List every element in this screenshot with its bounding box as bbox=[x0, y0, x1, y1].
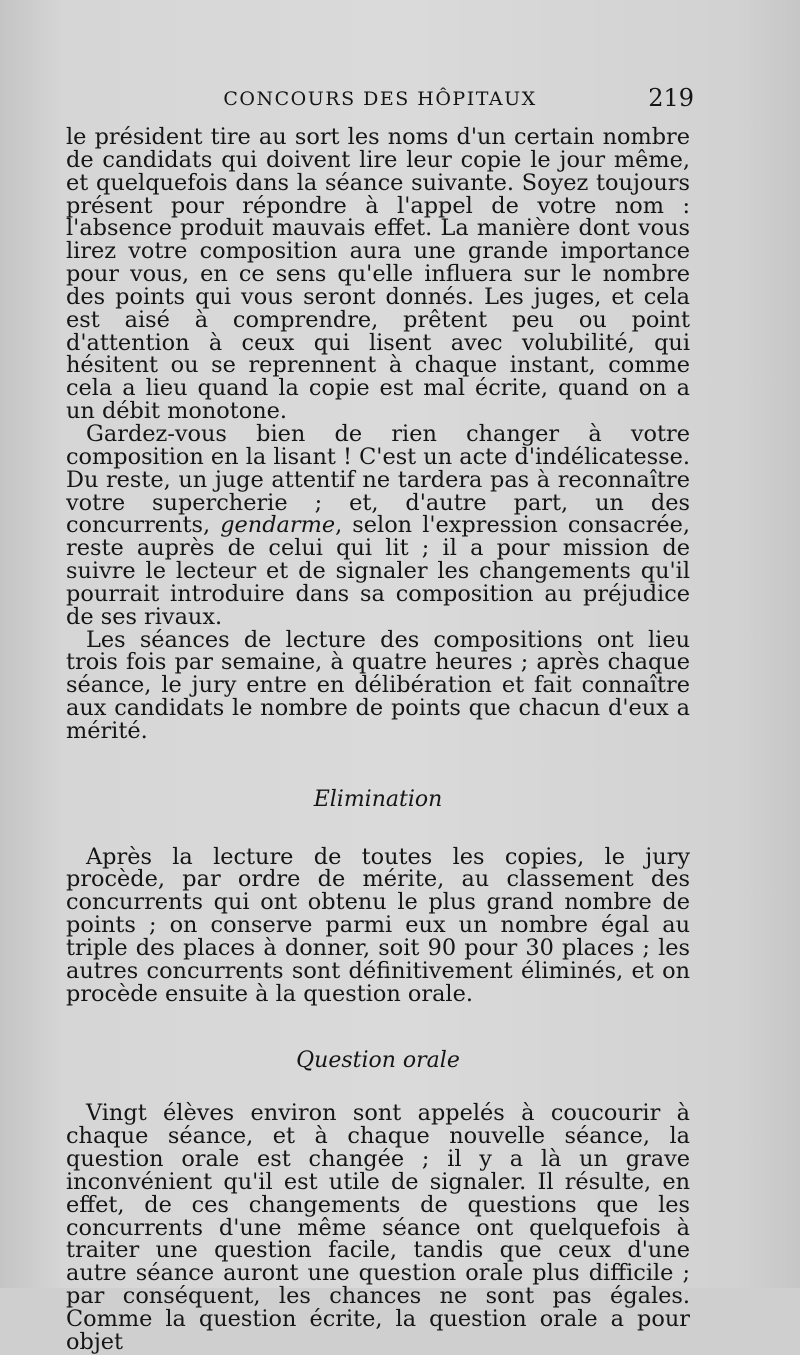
paragraph-2-text-a: Gardez-vous bien de rien changer à votre composition en la lisant ! C'est un acte d'indélicatesse. Du reste, un juge attentif ne tardera pas à reconnaître votre supercherie ; et, d'autre part, un des concurrents, bbox=[66, 420, 690, 539]
paragraph-2 bbox=[66, 420, 690, 630]
paragraph-2-italic: gendarme bbox=[220, 512, 336, 539]
running-head: CONCOURS DES HÔPITAUX bbox=[223, 88, 537, 110]
paragraph-2-text-b: , selon l'expression consacrée, reste auprès de celui qui lit ; il a pour mission de suivre le lecteur et de signaler les changements qu'il pourrait introduire dans sa composition au préjudice de ses rivaux. bbox=[66, 512, 690, 630]
page-header bbox=[66, 84, 694, 114]
paragraph-5: Vingt élèves environ sont appelés à coucourir à chaque séance, et à chaque nouvelle séance, la question orale est changée ; il y a là un grave inconvénient qu'il est utile de signaler. Il résulte, en effet, de ces changements de questions que les concurrents d'une même séance ont quelquefois à traiter une question facile, tandis que ceux d'une autre séance auront une question orale plus difficile ; par conséquent, les chances ne sont pas égales. Comme la question écrite, la question orale a pour objet bbox=[66, 1100, 690, 1355]
paragraph-4: Après la lecture de toutes les copies, le jury procède, par ordre de mérite, au classement des concurrents qui ont obtenu le plus grand nombre de points ; on conserve parmi eux un nombre égal au triple des places à donner, soit 90 pour 30 places ; les autres concurrents sont définitivement éliminés, et on procède ensuite à la question orale. bbox=[66, 843, 690, 1007]
paragraph-1: le président tire au sort les noms d'un certain nombre de candidats qui doivent lire leur copie le jour même, et quelquefois dans la séance suivante. Soyez toujours présent pour répondre à l'appel de votre nom : l'absence produit mauvais effet. La manière dont vous lirez votre composition aura une grande importance pour vous, en ce sens qu'elle influera sur le nombre des points qui vous seront donnés. Les juges, et cela est aisé à comprendre, prêtent peu ou point d'attention à ceux qui lisent avec volubilité, qui hésitent ou se reprennent à chaque instant, comme cela a lieu quand la copie est mal écrite, quand on a un débit monotone. bbox=[66, 124, 690, 425]
section-title-question-orale: Question orale bbox=[296, 1047, 460, 1073]
page-number: 219 bbox=[648, 84, 694, 112]
paragraph-3: Les séances de lecture des compositions ont lieu trois fois par semaine, à quatre heures ; après chaque séance, le jury entre en délibération et fait connaître aux candidats le nombre de points que chacun d'eux a mérité. bbox=[66, 626, 690, 744]
section-title-elimination: Elimination bbox=[313, 786, 443, 812]
page-body bbox=[66, 126, 690, 1354]
